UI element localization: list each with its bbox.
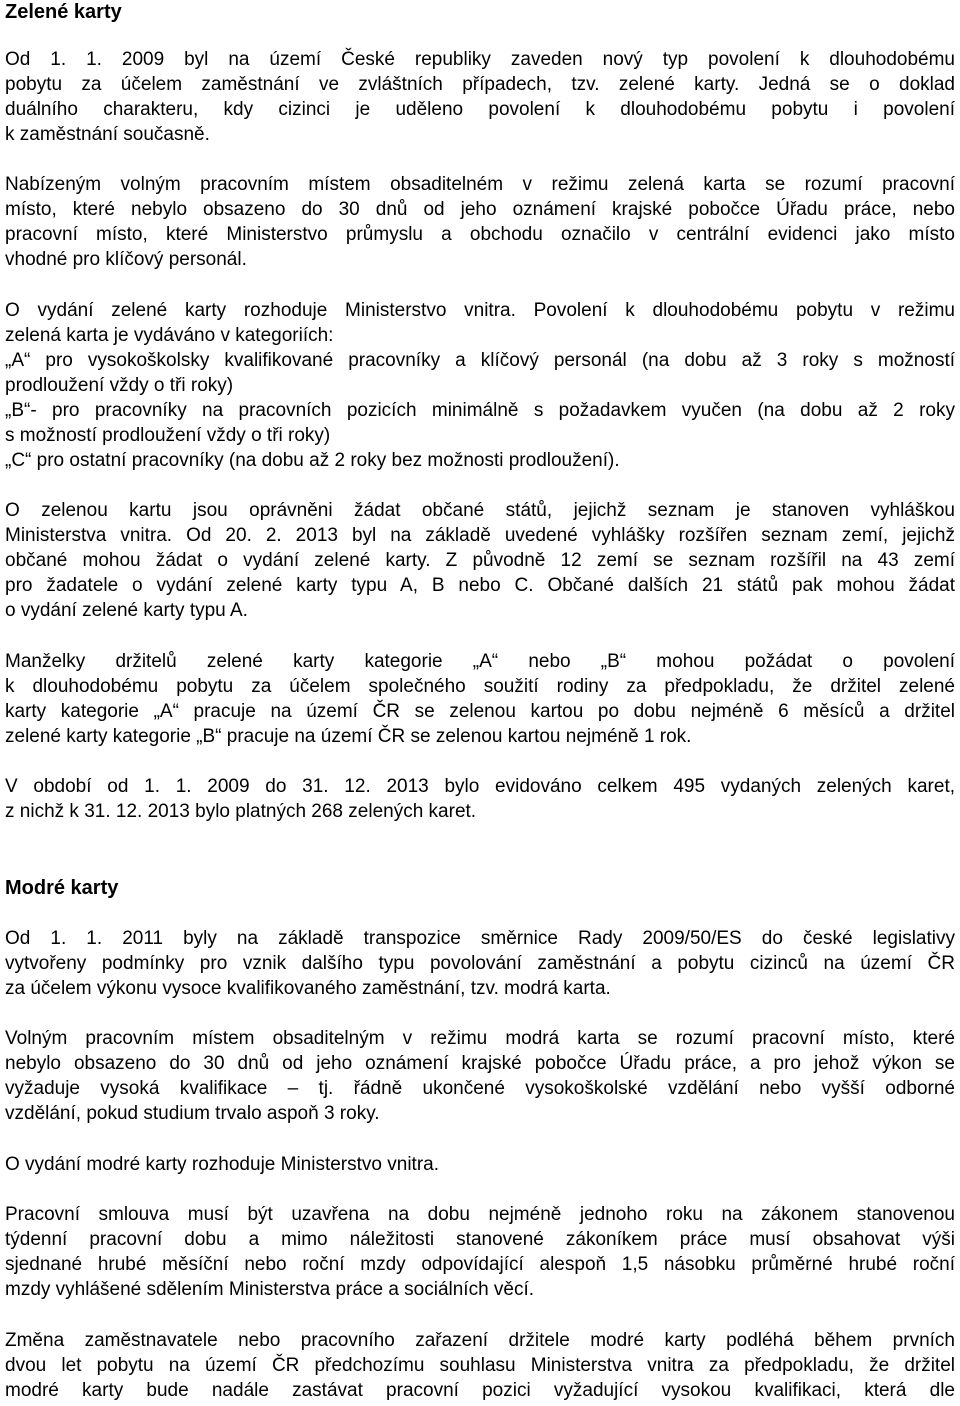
paragraph-line: prodloužení vždy o tři roky)	[5, 375, 234, 396]
paragraph-line: za účelem výkonu vysoce kvalifikovaného zaměstnání, tzv. modrá karta.	[5, 978, 611, 999]
paragraph-line: V období od 1. 1. 2009 do 31. 12. 2013 bylo evidováno celkem 495 vydaných zelených karet,	[5, 776, 955, 797]
paragraph-line: Od 1. 1. 2009 byl na území České republiky zaveden nový typ povolení k dlouhodobému	[5, 49, 955, 70]
paragraph-line: nebylo obsazeno do 30 dnů od jeho oznámení krajské pobočce Úřadu práce, a pro jehož výkon se	[5, 1053, 955, 1074]
paragraph-line: vytvořeny podmínky pro vznik dalšího typu povolování zaměstnání a pobytu cizinců na území ČR	[5, 953, 955, 974]
paragraph-line: Změna zaměstnavatele nebo pracovního zařazení držitele modré karty podléhá během prvních	[5, 1330, 955, 1351]
paragraph-line: O zelenou kartu jsou oprávněni žádat občané států, jejichž seznam je stanoven vyhláškou	[5, 500, 955, 521]
section-heading-blue-cards: Modré karty	[5, 877, 119, 899]
category-a-line: „A“ pro vysokoškolsky kvalifikované pracovníky a klíčový personál (na dobu až 3 roky s možností	[5, 350, 955, 371]
paragraph-line: Ministerstva vnitra. Od 20. 2. 2013 byl na základě uvedené vyhlášky rozšířen seznam zemí, jejichž	[5, 525, 955, 546]
paragraph-line: občané mohou žádat o vydání zelené karty. Z původně 12 zemí se seznam rozšířil na 43 zemí	[5, 550, 955, 571]
paragraph-line: zelená karta je vydáváno v kategoriích:	[5, 325, 334, 346]
paragraph-line: Pracovní smlouva musí být uzavřena na dobu nejméně jednoho roku na zákonem stanovenou	[5, 1204, 955, 1225]
paragraph-line: sjednané hrubé měsíční nebo roční mzdy odpovídající alespoň 1,5 násobku průměrné hrubé roční	[5, 1254, 955, 1275]
paragraph-line: mzdy vyhlášené sdělením Ministerstva práce a sociálních věcí.	[5, 1279, 535, 1300]
paragraph-line: pro žadatele o vydání zelené karty typu A, B nebo C. Občané dalších 21 států pak mohou žádat	[5, 575, 955, 596]
paragraph-line: Nabízeným volným pracovním místem obsaditelném v režimu zelená karta se rozumí pracovní	[5, 174, 955, 195]
paragraph-line: karty kategorie „A“ pracuje na území ČR se zelenou kartou po dobu nejméně 6 měsíců a držitel	[5, 701, 955, 722]
paragraph-line: modré karty bude nadále zastávat pracovní pozici vyžadující vysokou kvalifikaci, která dle	[5, 1380, 955, 1401]
paragraph-line: duálního charakteru, kdy cizinci je uděleno povolení k dlouhodobému pobytu i povolení	[5, 99, 955, 120]
paragraph-line: dvou let pobytu na území ČR předchozímu souhlasu Ministerstva vnitra za předpokladu, že držitel	[5, 1355, 955, 1376]
paragraph-line: Manželky držitelů zelené karty kategorie „A“ nebo „B“ mohou požádat o povolení	[5, 651, 955, 672]
section-heading-green-cards: Zelené karty	[5, 1, 122, 23]
paragraph-line: vhodné pro klíčový personál.	[5, 249, 247, 270]
paragraph-line: k zaměstnání současně.	[5, 124, 210, 145]
paragraph-line: vzdělání, pokud studium trvalo aspoň 3 roky.	[5, 1103, 380, 1124]
paragraph-line: Od 1. 1. 2011 byly na základě transpozice směrnice Rady 2009/50/ES do české legislativy	[5, 928, 955, 949]
paragraph-line: O vydání zelené karty rozhoduje Ministerstvo vnitra. Povolení k dlouhodobému pobytu v režimu	[5, 300, 955, 321]
paragraph-line: k dlouhodobému pobytu za účelem společného soužití rodiny za předpokladu, že držitel zelené	[5, 676, 955, 697]
paragraph-line: pobytu za účelem zaměstnání ve zvláštních případech, tzv. zelené karty. Jedná se o doklad	[5, 74, 955, 95]
paragraph-line: vyžaduje vysoká kvalifikace – tj. řádně ukončené vysokoškolské vzdělání nebo vyšší odborné	[5, 1078, 955, 1099]
paragraph-line: zelené karty kategorie „B“ pracuje na území ČR se zelenou kartou nejméně 1 rok.	[5, 726, 692, 747]
paragraph-line: Volným pracovním místem obsaditelným v režimu modrá karta se rozumí pracovní místo, které	[5, 1028, 955, 1049]
paragraph-line: s možností prodloužení vždy o tři roky)	[5, 425, 331, 446]
paragraph-line: z nichž k 31. 12. 2013 bylo platných 268 zelených karet.	[5, 801, 477, 822]
paragraph-line: místo, které nebylo obsazeno do 30 dnů od jeho oznámení krajské pobočce Úřadu práce, nebo	[5, 199, 955, 220]
category-b-line: „B“- pro pracovníky na pracovních pozicích minimálně s požadavkem vyučen (na dobu až 2 roky	[5, 400, 955, 421]
paragraph-line: O vydání modré karty rozhoduje Ministerstvo vnitra.	[5, 1154, 440, 1175]
paragraph-line: o vydání zelené karty typu A.	[5, 600, 248, 621]
paragraph-line: pracovní místo, které Ministerstvo průmyslu a obchodu označilo v centrální evidenci jako místo	[5, 224, 955, 245]
paragraph-line: týdenní pracovní dobu a mimo náležitosti stanovené zákoníkem práce musí obsahovat výši	[5, 1229, 955, 1250]
category-c-line: „C“ pro ostatní pracovníky (na dobu až 2 roky bez možnosti prodloužení).	[5, 450, 620, 471]
